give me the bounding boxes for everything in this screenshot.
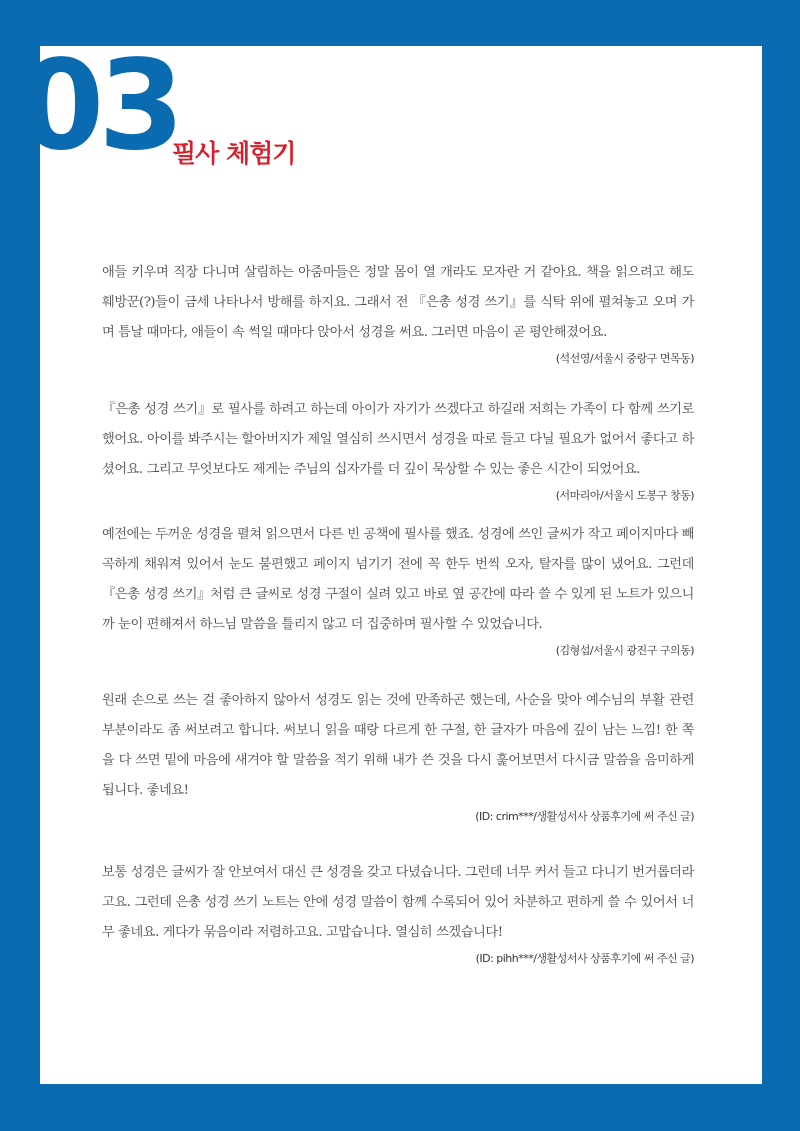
testimonial-text: 애들 키우며 직장 다니며 살림하는 아줌마들은 정말 몸이 열 개라도 모자란 거 같아요. 책을 읽으려고 해도 훼방꾼(?)들이 금세 나타나서 방해를 하지요. 그래서 전 『은총 성경 쓰기』를 식탁 위에 펼쳐놓고 오며 가며 틈날 때마다, 애들이 속 썩일 때마다 앉아서 성경을 써요. 그러면 마음이 곧 평안해졌어요. [102, 265, 694, 340]
testimonial-attribution: (ID: pihh***/생활성서사 상품후기에 써 주신 글) [475, 952, 694, 965]
chapter-number: 03 [18, 34, 179, 178]
testimonial-attribution: (석선영/서울시 중랑구 면목동) [555, 352, 694, 365]
testimonial-entry [102, 395, 694, 507]
chapter-title: 필사 체험기 [172, 139, 296, 168]
testimonial-attribution: (ID: crim***/생활성서사 상품후기에 써 주신 글) [475, 810, 694, 823]
page [18, 34, 762, 1084]
testimonial-entry [102, 258, 694, 370]
testimonial-text: 원래 손으로 쓰는 걸 좋아하지 않아서 성경도 읽는 것에 만족하곤 했는데, 사순을 맞아 예수님의 부활 관련 부분이라도 좀 써보려고 합니다. 써보니 읽을 때랑 다르게 한 구절, 한 글자가 마음에 깊이 남는 느낌! 한 쪽을 다 쓰면 밑에 마음에 새겨야 할 말씀을 적기 위해 내가 쓴 것을 다시 훑어보면서 다시금 말씀을 음미하게 됩니다. 좋네요! [102, 693, 694, 798]
testimonial-text: 보통 성경은 글씨가 잘 안보여서 대신 큰 성경을 갖고 다녔습니다. 그런데 너무 커서 들고 다니기 번거롭더라고요. 그런데 은총 성경 쓰기 노트는 안에 성경 말씀이 함께 수록되어 있어 차분하고 편하게 쓸 수 있어서 너무 좋네요. 게다가 묶음이라 저렴하고요. 고맙습니다. 열심히 쓰겠습니다! [102, 865, 694, 940]
testimonial-entry [102, 520, 694, 662]
testimonial-entry [102, 858, 694, 970]
testimonial-text: 예전에는 두꺼운 성경을 펼쳐 읽으면서 다른 빈 공책에 필사를 했죠. 성경에 쓰인 글씨가 작고 페이지마다 빼곡하게 채워져 있어서 눈도 불편했고 페이지 넘기기 전에 꼭 한두 번씩 오자, 탈자를 많이 냈어요. 그런데 『은총 성경 쓰기』처럼 큰 글씨로 성경 구절이 실려 있고 바로 옆 공간에 따라 쓸 수 있게 된 노트가 있으니까 눈이 편해져서 하느님 말씀을 틀리지 않고 더 집중하며 필사할 수 있었습니다. [102, 527, 694, 632]
testimonial-attribution: (김형섭/서울시 광진구 구의동) [555, 644, 694, 657]
testimonial-entry [102, 686, 694, 828]
testimonial-attribution: (서마리아/서울시 도봉구 창동) [555, 489, 694, 502]
testimonial-text: 『은총 성경 쓰기』로 필사를 하려고 하는데 아이가 자기가 쓰겠다고 하길래 저희는 가족이 다 함께 쓰기로 했어요. 아이를 봐주시는 할아버지가 제일 열심히 쓰시면서 성경을 따로 들고 다닐 필요가 없어서 좋다고 하셨어요. 그리고 무엇보다도 제게는 주님의 십자가를 더 깊이 묵상할 수 있는 좋은 시간이 되었어요. [102, 402, 694, 477]
